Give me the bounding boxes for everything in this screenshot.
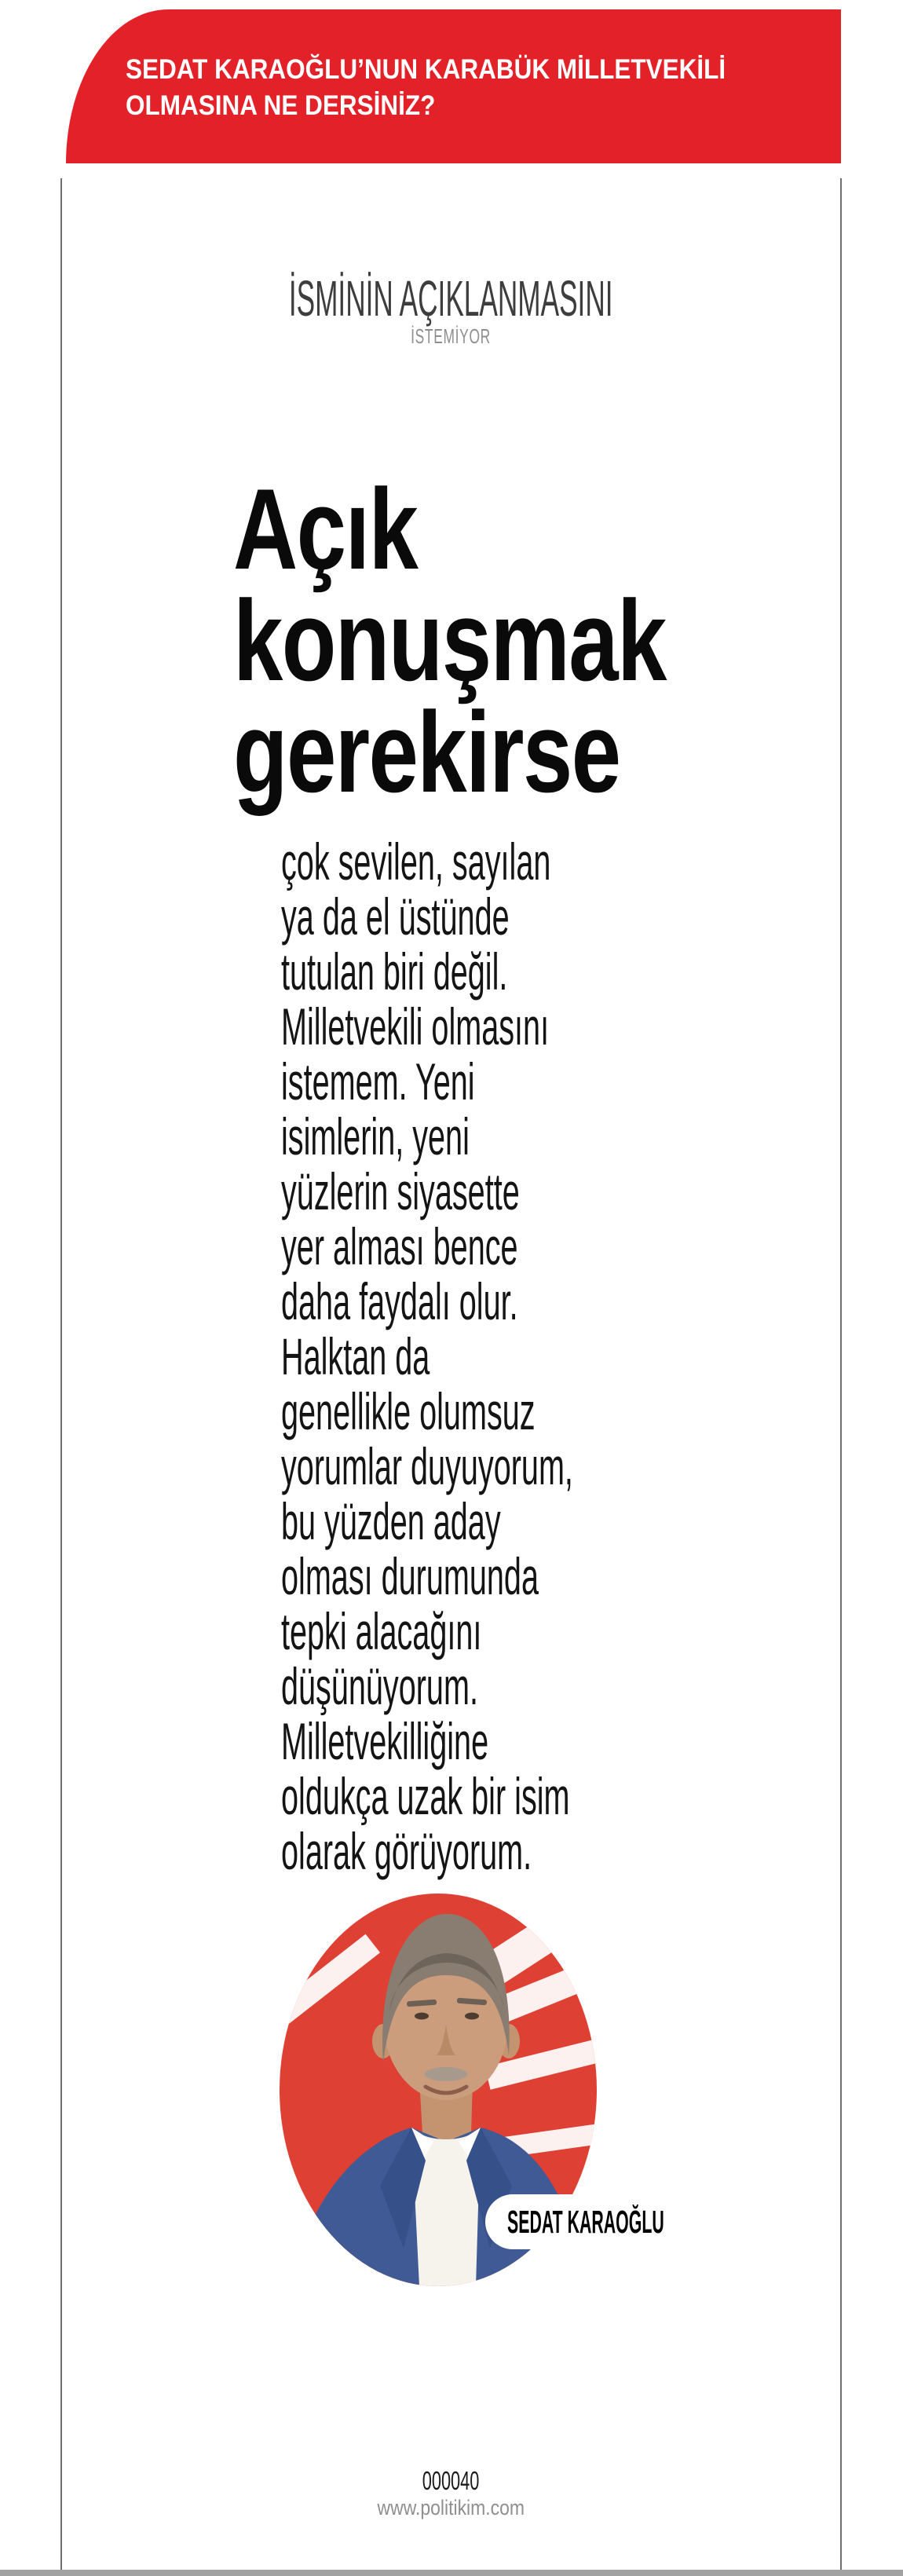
quote-line: oldukça uzak bir isim [281, 1767, 570, 1825]
header-title-line1: SEDAT KARAOĞLU’NUN KARABÜK MİLLETVEKİLİ [126, 54, 726, 85]
bottom-divider [0, 2570, 903, 2576]
quote-line: yorumlar duyuyorum, [281, 1437, 573, 1495]
quote-line: yüzlerin siyasette [281, 1162, 520, 1220]
anonymity-note-line2: İSTEMİYOR [411, 324, 492, 348]
header-title [126, 52, 792, 124]
name-badge-label: SEDAT KARAOĞLU [507, 2204, 664, 2240]
quote-line: Milletvekilliğine [281, 1712, 489, 1770]
footer [60, 2467, 842, 2519]
quote-text [281, 834, 768, 1879]
headline-line1: Açık [233, 465, 418, 593]
quote-line: yer alması bence [281, 1217, 518, 1275]
quote-line: olarak görüyorum. [281, 1822, 532, 1880]
quote-line: daha faydalı olur. [281, 1272, 518, 1330]
quote-line: olması durumunda [281, 1547, 539, 1605]
anonymity-note [60, 270, 842, 348]
quote-line: tepki alacağını [281, 1602, 482, 1660]
headline-line2: konuşmak [233, 576, 666, 704]
anonymity-note-line1: İSMİNİN AÇIKLANMASINI [289, 270, 613, 327]
header-title-line2: OLMASINA NE DERSİNİZ? [126, 90, 436, 121]
quote-line: tutulan biri değil. [281, 942, 508, 1001]
quote-line: Milletvekili olmasını [281, 997, 550, 1056]
quote-line: bu yüzden aday [281, 1492, 501, 1550]
quote-line: çok sevilen, sayılan [281, 832, 551, 891]
footer-code: 000040 [422, 2466, 480, 2495]
header-banner [66, 9, 841, 163]
quote-line: isimlerin, yeni [281, 1107, 470, 1165]
quote-line: Halktan da [281, 1327, 430, 1385]
headline [233, 465, 788, 816]
quote-line: düşünüyorum. [281, 1657, 478, 1715]
quote-line: ya da el üstünde [281, 887, 510, 946]
quote-line: istemem. Yeni [281, 1052, 475, 1111]
headline-line3: gerekirse [233, 688, 620, 816]
footer-website: www.politikim.com [377, 2496, 525, 2519]
name-badge [485, 2194, 818, 2249]
quote-line: genellikle olumsuz [281, 1382, 536, 1440]
